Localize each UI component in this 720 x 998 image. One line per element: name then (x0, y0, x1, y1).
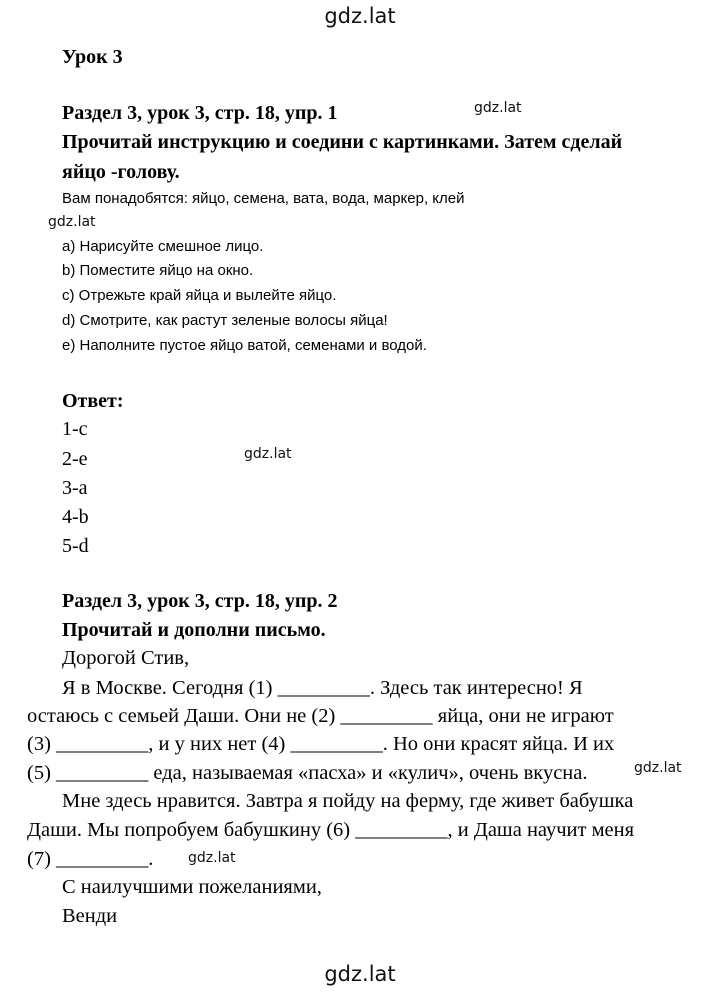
letter-greeting: Дорогой Стив, (62, 647, 190, 669)
letter-line: (5) _________ еда, называемая «пасха» и «кулич», очень вкусна. (27, 762, 588, 784)
answer-item: 1-c (62, 418, 88, 440)
letter-line: Мне здесь нравится. Завтра я пойду на ферму, где живет бабушка (62, 790, 634, 812)
answer-label: Ответ: (62, 390, 124, 412)
exercise-1-task-line-1: Прочитай инструкцию и соедини с картинками. Затем сделай (62, 131, 623, 153)
instruction-step: e) Наполните пустое яйцо ватой, семенами и водой. (62, 337, 427, 354)
instruction-step: b) Поместите яйцо на окно. (62, 262, 254, 279)
exercise-2-heading: Раздел 3, урок 3, стр. 18, упр. 2 (62, 590, 338, 612)
letter-line: (7) _________. (27, 848, 154, 870)
exercise-1-task-line-2: яйцо -голову. (62, 161, 180, 183)
lesson-title: Урок 3 (62, 46, 123, 68)
watermark: gdz.lat (634, 760, 682, 776)
letter-line: (3) _________, и у них нет (4) _________. Но они красят яйца. И их (27, 733, 615, 755)
watermark-top: gdz.lat (324, 4, 396, 28)
letter-line: Даши. Мы попробуем бабушкину (6) _________, и Даша научит меня (27, 819, 635, 841)
watermark: gdz.lat (48, 214, 96, 230)
answer-item: 4-b (62, 506, 89, 528)
instruction-step: a) Нарисуйте смешное лицо. (62, 238, 264, 255)
instruction-step: d) Смотрите, как растут зеленые волосы яйца! (62, 312, 388, 329)
letter-closing: С наилучшими пожеланиями, (62, 876, 322, 898)
letter-line: Я в Москве. Сегодня (1) _________. Здесь так интересно! Я (62, 677, 583, 699)
instruction-step: c) Отрежьте край яйца и вылейте яйцо. (62, 287, 337, 304)
exercise-1-materials: Вам понадобятся: яйцо, семена, вата, вода, маркер, клей (62, 190, 465, 207)
watermark: gdz.lat (188, 850, 236, 866)
answer-item: 5-d (62, 535, 89, 557)
letter-signature: Венди (62, 905, 118, 927)
exercise-1-heading: Раздел 3, урок 3, стр. 18, упр. 1 (62, 102, 338, 124)
watermark: gdz.lat (474, 100, 522, 116)
answer-item: 2-e (62, 448, 88, 470)
letter-line: остаюсь с семьей Даши. Они не (2) _________ яйца, они не играют (27, 705, 614, 727)
watermark: gdz.lat (244, 446, 292, 462)
answer-item: 3-a (62, 477, 88, 499)
watermark-bottom: gdz.lat (324, 962, 396, 986)
exercise-2-task: Прочитай и дополни письмо. (62, 619, 326, 641)
